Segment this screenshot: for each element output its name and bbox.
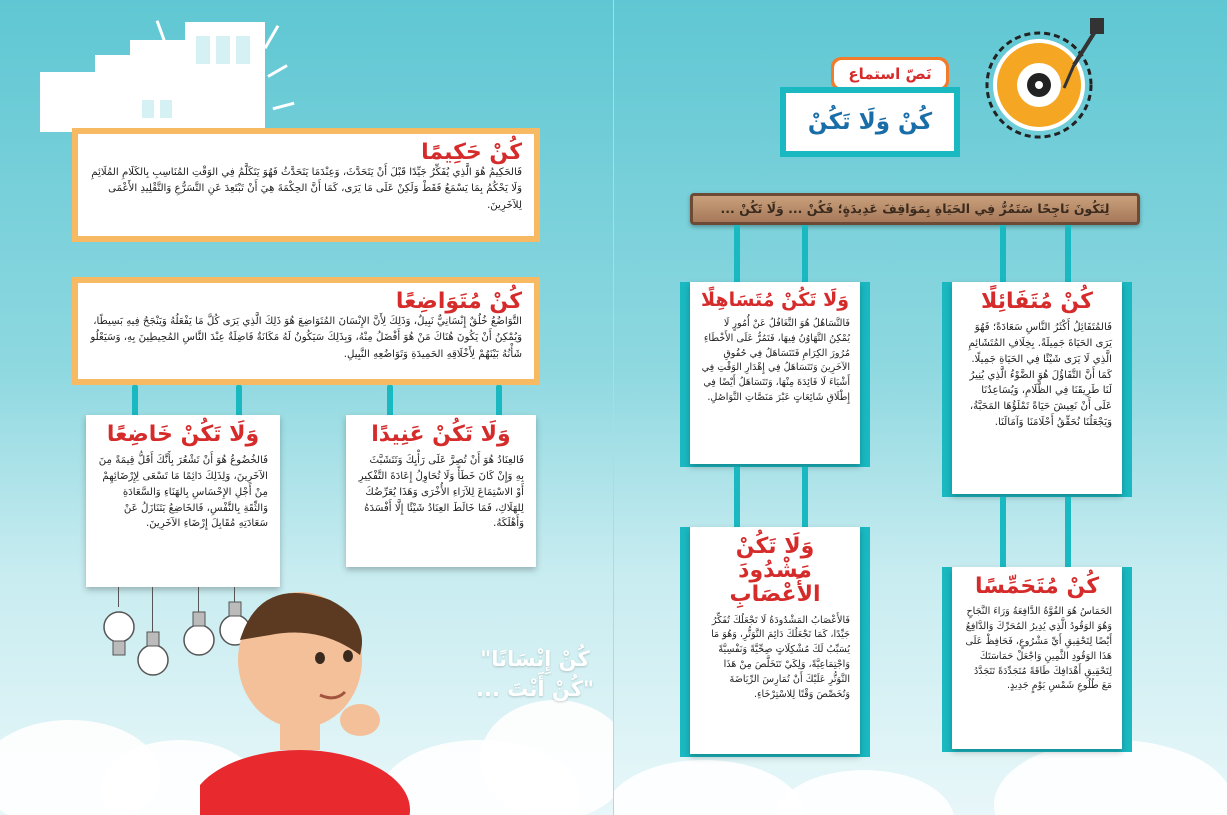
connector: [802, 467, 808, 527]
mashdud-title-line-1: وَلَا تَكُنْ: [735, 534, 815, 559]
slogan-line-2: "كُنْ أَنْتَ ...: [476, 677, 594, 702]
mutawadi-card: [72, 277, 540, 385]
hakim-text: فَالحَكِيمُ هُوَ الَّذِي يُفَكِّرُ جَيِّدًا قَبْلَ أَنْ يَتَحَدَّثَ، وَعِنْدَمَا يَتَحَدَّثُ فَهُوَ يَتَكَلَّمُ فِي الوَقْتِ المُنَاسِبِ بِالكَلَامِ المُلَائِمِ وَلَا يَحْكُمُ بِمَا يَسْمَعُ فَقَطْ وَلَكِنْ عَلَى مَا يَرَى، كَمَا أَنَّ الحِكْمَةَ هِيَ أَنْ تَبْتَعِدَ عَنِ التَّسَرُّعِ وَالتَّقْلِيدِ الأَعْمَى لِلآخَرِينَ.: [91, 167, 522, 211]
mutawadi-text: التَّوَاضُعُ خُلُقٌ إِنْسَانِيٌّ نَبِيلٌ، وَذَلِكَ لِأَنَّ الإِنْسَانَ المُتَوَاضِعَ هُوَ ذَلِكَ الَّذِي يَرَى كُلَّ مَا يَفْعَلُهُ وَيَنْجَحُ فِيهِ بَسِيطًا، وَيُمْكِنُ أَنْ يَكُونَ هُنَاكَ مَنْ هُوَ أَفْضَلُ مِنْهُ، وَبِذَلِكَ سَيَكُونُ لَهُ مَكَانَةٌ فَاضِلَةٌ عِنْدَ النَّاسِ المُحِيطِينَ بِهِ، وَسَيَعْلُو شَأْنُهُ بَيْنَهُمْ لِأَخْلَاقِهِ الحَمِيدَةِ وَتَوَاضُعِهِ النَّبِيلِ.: [90, 316, 522, 360]
record-player-illustration: [964, 10, 1114, 150]
mutafail-text: فَالمُتَفَائِلُ أَكْثَرُ النَّاسِ سَعَادَةً؛ فَهُوَ يَرَى الحَيَاةَ جَمِيلَةً. بِخِلَافِ المُتَشَائِمِ الَّذِي لَا يَرَى شَيْئًا فِي الحَيَاةِ جَمِيلًا. كَمَا أَنَّ التَّفَاؤُلَ هُوَ الضَّوْءُ الَّذِي يُنِيرُ لَنَا طَرِيقَنَا فِي الظَّلَامِ، وَيُسَاعِدُنَا عَلَى أَنْ نَعِيشَ حَيَاةً تَمْلَؤُهَا المَحَبَّةُ، وَيَجْعَلُنَا نُحَقِّقُ أَحْلَامَنَا وَآمَالَنَا.: [968, 322, 1112, 429]
cloud: [774, 770, 954, 815]
title-box: [780, 87, 960, 157]
slogan-line-1: كُنْ إِنْسَانًا": [480, 647, 590, 671]
banner: لِتَكُونَ نَاجِحًا سَتَمُرُّ فِي الحَيَاةِ بِمَوَاقِفَ عَدِيدَةٍ؛ فَكُنْ ... وَلَا تَكُنْ ...: [690, 193, 1140, 225]
listening-tag-label: نَصّ استماع: [834, 60, 946, 88]
connector: [734, 225, 740, 285]
mutahammis-card: [952, 567, 1122, 749]
mashdud-text: فَالأَعْصَابُ المَشْدُودَةُ لَا تَجْعَلُكَ تُفَكِّرُ جَيِّدًا، كَمَا تَجْعَلُكَ دَائِمَ التَّوَتُّرِ، وَهُوَ مَا يُسَبِّبُ لَكَ مُشْكِلَاتٍ صِحِّيَّةً وَنَفْسِيَّةً وَاجْتِمَاعِيَّةً، وَلِكَيْ تَتَخَلَّصَ مِنْ هَذَا التَّوَتُّرِ عَلَيْكَ أَنْ تُمَارِسَ الرِّيَاضَةَ وَتُخَصِّصَ وَقْتًا لِلاسْتِرْخَاءِ.: [711, 614, 850, 700]
slogan: [470, 644, 600, 705]
connector: [802, 225, 808, 285]
right-page: [613, 0, 1227, 815]
mutahammis-text: الحَمَاسُ هُوَ القُوَّةُ الدَّافِعَةُ وَرَاءَ النَّجَاحِ وَهُوَ الوَقُودُ الَّذِي يُدِيرُ المُحَرِّكَ وَالدَّافِعُ أَيْضًا لِتَحْقِيقِ أَيِّ مَشْرُوعٍ، فَحَافِظْ عَلَى هَذَا الوَقُودِ الثَّمِينِ وَاجْعَلْ حَمَاسَتَكَ لِتَحْقِيقِ أَهْدَافِكَ طَاقَةً مُتَجَدِّدَةً تَتَجَدَّدُ مَعَ طُلُوعِ شَمْسِ يَوْمٍ جَدِيدٍ.: [965, 606, 1112, 692]
mutasahil-text: فَالتَّسَاهُلُ هُوَ التَّغَافُلُ عَنْ أُمُورٍ لَا يُمْكِنُ التَّهَاوُنُ فِيهَا، فَتَمُرُّ عَلَى الأَخْطَاءِ مُرُورَ الكِرَامِ فَتَتَسَاهَلُ فِي حُقُوقِ الآخَرِينَ وَتَتَسَاهَلُ فِي إِهْدَارِ الوَقْتِ فِي أَشْيَاءَ لَا فَائِدَةَ مِنْهَا، وَتَتَسَاهَلُ أَيْضًا فِي إِطْلَاقِ شَائِعَاتٍ عَبْرَ مَنَصَّاتِ التَّوَاصُلِ.: [701, 317, 850, 404]
hakim-card: [72, 128, 540, 242]
connector: [1065, 497, 1071, 567]
mutasahil-title: وَلَا تَكُنْ مُتَسَاهِلًا: [700, 289, 850, 311]
connector: [1000, 497, 1006, 567]
cloud: [613, 760, 804, 815]
anid-text: فَالعِنَادُ هُوَ أَنْ تُصِرَّ عَلَى رَأْيِكَ وَتَتَشَبَّثَ بِهِ وَإِنْ كَانَ خَطَأً وَلَا تُحَاوِلُ إِعَادَةَ التَّفْكِيرِ أَوْ الاسْتِمَاعَ لِلآرَاءِ الأُخْرَى وَهَذَا يُعَرِّضُكَ لِلهَلَاكِ، فَمَا خَالَطَ العِنَادُ شَيْئًا إِلَّا أَفْسَدَهُ وَأَهْلَكَهُ.: [358, 455, 524, 530]
khadi-title: وَلَا تَكُنْ خَاضِعًا: [106, 422, 260, 447]
khadi-text: فَالخُضُوعُ هُوَ أَنْ تَشْعُرَ بِأَنَّكَ أَقَلُّ قِيمَةً مِنَ الآخَرِينَ، وَلِذَلِكَ دَائِمًا مَا تَسْعَى لِإِرْضَائِهِمْ مِنْ أَجْلِ الإِحْسَاسِ بِالهَنَاءِ وَالسَّعَادَةِ وَالثِّقَةِ بِالنَّفْسِ، فَالخَاضِعُ يَتَنَازَلُ عَنْ سَعَادَتِهِ مُقَابِلَ إِرْضَاءِ الآخَرِينَ.: [98, 455, 268, 530]
connector: [734, 467, 740, 527]
anid-title: وَلَا تَكُنْ عَنِيدًا: [371, 422, 511, 447]
connector: [1000, 225, 1006, 285]
mutafail-title: كُنْ مُتَفَائِلًا: [981, 289, 1093, 314]
mutasahil-card: [690, 282, 860, 464]
thinking-boy-illustration: [200, 580, 410, 815]
listening-tag: [831, 57, 949, 91]
mashdud-card: [690, 527, 860, 754]
connector: [1065, 225, 1071, 285]
mutahammis-title: كُنْ مُتَحَمِّسًا: [974, 574, 1100, 599]
mashdud-title-line-2: مَشْدُودَ الأَعْصَابِ: [729, 558, 821, 608]
mutafail-card: [952, 282, 1122, 494]
page-title: كُنْ وَلَا تَكُنْ: [786, 93, 954, 151]
khadi-card: [86, 415, 280, 587]
hakim-title: كُنْ حَكِيمًا: [421, 140, 522, 165]
anid-card: [346, 415, 536, 567]
cloud: [480, 700, 614, 815]
mutawadi-title: كُنْ مُتَوَاضِعًا: [395, 289, 522, 314]
